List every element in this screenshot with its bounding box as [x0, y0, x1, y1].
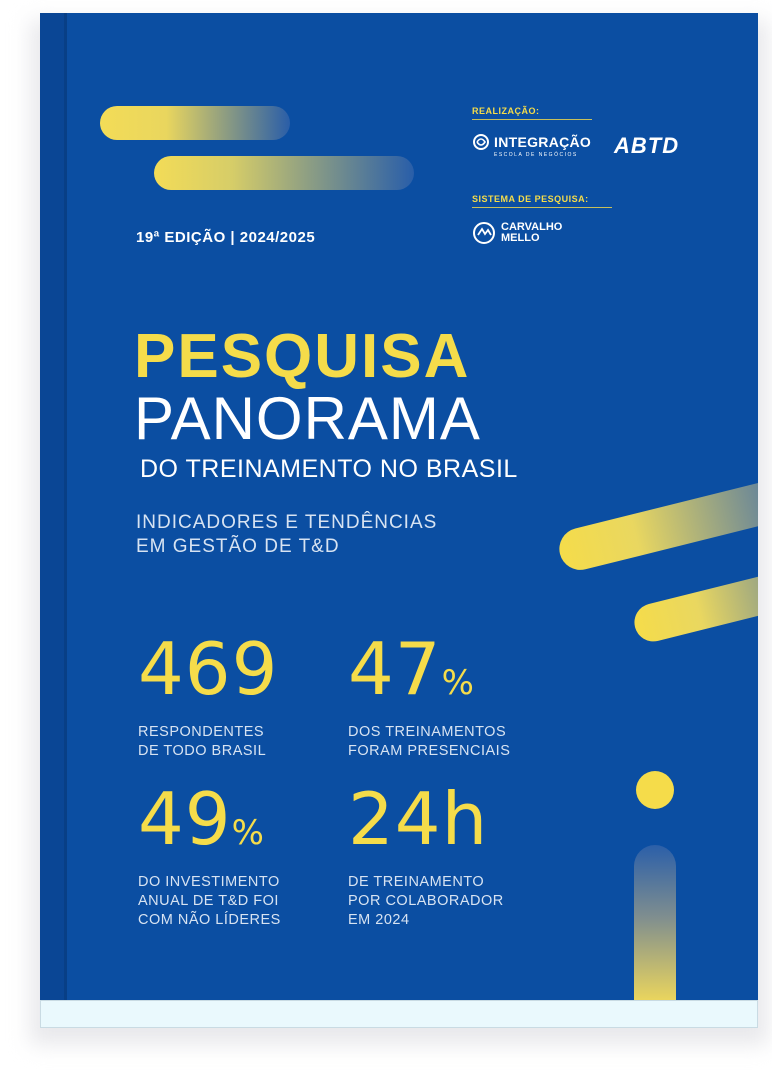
- title-panorama: PANORAMA: [134, 385, 481, 452]
- integracao-logo: [472, 133, 591, 158]
- stat-value: 469: [138, 627, 279, 711]
- decorative-dot: [636, 771, 674, 809]
- stat-desc-line: DOS TREINAMENTOS: [348, 724, 507, 740]
- stat-desc-line: ANUAL DE T&D FOI: [138, 893, 279, 909]
- stat-value: 49: [138, 777, 232, 861]
- stat-horas: [348, 777, 504, 930]
- divider: [472, 119, 592, 120]
- title-pesquisa: PESQUISA: [134, 322, 471, 391]
- integracao-icon: [472, 133, 490, 151]
- divider: [472, 207, 612, 208]
- carvalho-mello-icon: [472, 221, 496, 245]
- sistema-label: SISTEMA DE PESQUISA:: [472, 194, 589, 204]
- decorative-bar-top-1: [100, 106, 290, 140]
- cm-line1: CARVALHO: [501, 221, 563, 233]
- subtitle: [136, 511, 437, 559]
- realizacao-label: REALIZAÇÃO:: [472, 106, 540, 116]
- stat-unit: %: [231, 813, 265, 853]
- subtitle-line1: INDICADORES E TENDÊNCIAS: [136, 512, 438, 533]
- integracao-subtitle: ESCOLA DE NEGÓCIOS: [494, 152, 578, 158]
- stat-investimento: [138, 777, 281, 930]
- book-spine: [40, 13, 64, 1003]
- stat-presenciais: [348, 627, 511, 761]
- abtd-logo: ABTD: [614, 133, 680, 158]
- decorative-bar-right-2: [630, 555, 758, 645]
- decorative-vertical-bar: [634, 845, 676, 1003]
- stat-desc-line: DE TREINAMENTO: [348, 874, 485, 890]
- page-edge-strip: [40, 1000, 758, 1028]
- stat-desc-line: DE TODO BRASIL: [138, 743, 267, 759]
- stat-desc-line: EM 2024: [348, 912, 410, 928]
- subtitle-line2: EM GESTÃO DE T&D: [136, 536, 340, 557]
- stat-respondentes: [138, 627, 279, 761]
- stat-value: 24h: [348, 777, 489, 861]
- spine-edge: [64, 13, 67, 1003]
- edition-label: 19ª EDIÇÃO | 2024/2025: [136, 229, 316, 246]
- title-subline: DO TREINAMENTO NO BRASIL: [140, 455, 518, 483]
- stat-desc-line: FORAM PRESENCIAIS: [348, 743, 511, 759]
- integracao-name: INTEGRAÇÃO: [494, 134, 592, 150]
- cm-line2: MELLO: [501, 232, 540, 244]
- stat-desc-line: POR COLABORADOR: [348, 893, 504, 909]
- stat-desc-line: COM NÃO LÍDERES: [138, 912, 281, 928]
- stat-desc-line: DO INVESTIMENTO: [138, 874, 280, 890]
- carvalho-mello-logo: [472, 221, 562, 245]
- report-cover: [40, 13, 758, 1003]
- decorative-bar-right-1: [555, 471, 758, 575]
- stat-value: 47: [348, 627, 442, 711]
- decorative-bar-top-2: [154, 156, 414, 190]
- stat-unit: %: [441, 663, 475, 703]
- stat-desc-line: RESPONDENTES: [138, 724, 265, 740]
